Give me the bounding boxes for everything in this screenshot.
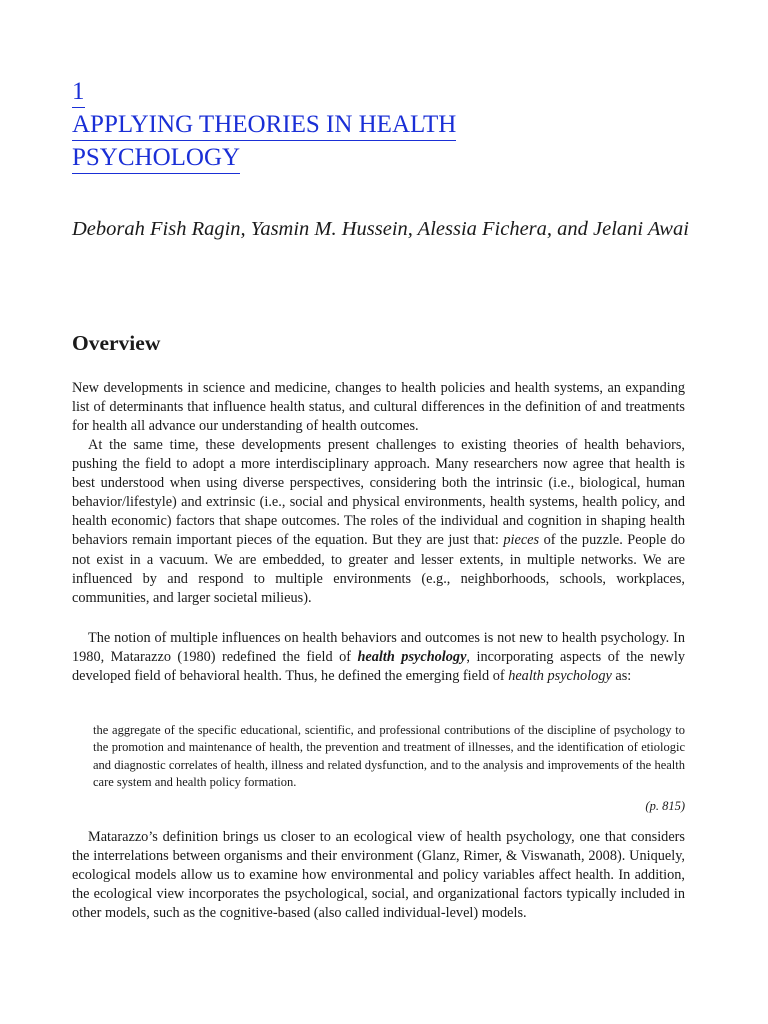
body-paragraph-3 [72,629,685,686]
key-term: health psychology [357,649,467,666]
block-quote: the aggregate of the specific educational, scientific, and professional contributions of the discipline of psychology to the promotion and maintenance of health, the prevention and treatment of illnesses, and the identification of etiologic and diagnostic correlates of health, illness and related dysfunction, and to the analysis and improvements of the health care system and health policy formation. [93,723,685,789]
chapter-title-link-line-1[interactable]: APPLYING THEORIES IN HEALTH [72,110,456,141]
key-term-italic: health psychology [508,668,612,685]
emphasis-text: pieces [503,532,540,549]
paragraph-text: , incorporating aspects of the newly developed field of behavioral health. Thus, he defined the emerging field of [72,649,685,685]
paragraph-text: At the same time, these developments present challenges to existing theories of health behaviors, pushing the field to adopt a more interdisciplinary approach. Many researchers now agree that health is best understood when using diverse perspectives, considering both the intrinsic (i.e., biological, human behavior/lifestyle) and extrinsic (i.e., social and physical environments, health systems, health policy, and health economic) factors that shape outcomes. The roles of the individual and cognition in shaping health behaviors remain important pieces of the equation. But they are just that: [72,437,685,549]
paragraph-text: as: [611,668,632,685]
chapter-title-link-line-2[interactable]: PSYCHOLOGY [72,143,240,174]
body-paragraph-1: New developments in science and medicine, changes to health policies and health systems, an expanding list of determinants that influence health status, and cultural differences in the definition of and treatments for health all advance our understanding of health outcomes. [72,380,685,435]
body-paragraph-4: Matarazzo’s definition brings us closer to an ecological view of health psychology, one that considers the interrelations between organisms and their environment (Glanz, Rimer, & Viswanath, 2008). Uniquely, ecological models allow us to examine how environmental and policy variables affect health. In addition, the ecological view incorporates the psychological, social, and organizational factors typically included in other models, such as the cognitive-based (also called individual-level) models. [72,829,685,922]
paragraph-text: of the puzzle. People do not exist in a vacuum. We are embedded, to greater and lesser extents, in multiple networks. We are influenced by and respond to multiple environments (e.g., neighborhoods, schools, workplaces, communities, and larger societal milieus). [72,532,685,606]
author-list: Deborah Fish Ragin, Yasmin M. Hussein, Alessia Fichera, and Jelani Awai [72,218,689,240]
chapter-number-link[interactable]: 1 [72,77,85,108]
quote-citation: (p. 815) [645,799,685,813]
body-paragraph-2 [72,436,685,608]
section-heading: Overview [72,331,161,355]
paragraph-text: The notion of multiple influences on health behaviors and outcomes is not new to health psychology. In 1980, Matarazzo (1980) redefined the field of [72,630,685,666]
